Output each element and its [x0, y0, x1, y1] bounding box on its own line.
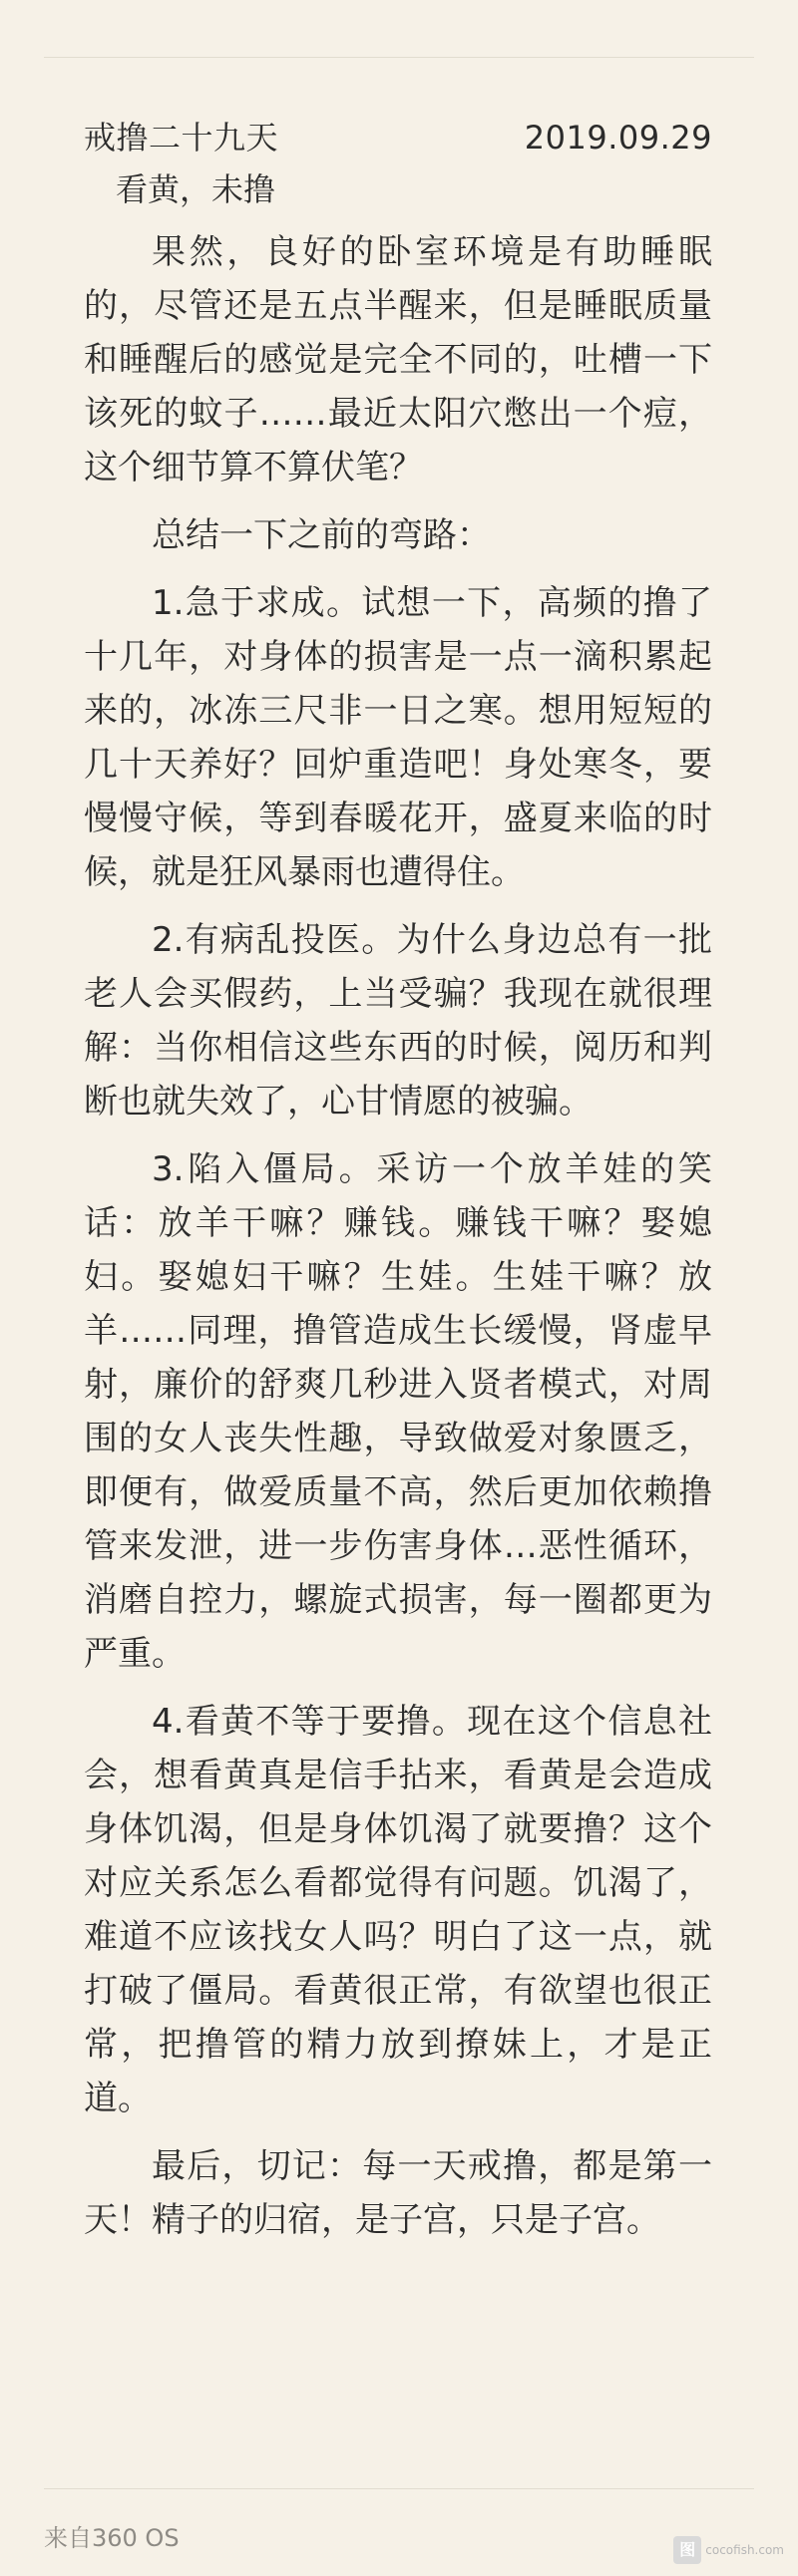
note-paragraph: 最后，切记：每一天戒撸，都是第一天！精子的归宿，是子宫，只是子宫。 — [84, 2146, 712, 2240]
note-paragraph: 3.陷入僵局。采访一个放羊娃的笑话：放羊干嘛？赚钱。赚钱干嘛？娶媳妇。娶媳妇干嘛？生娃。生娃干嘛？放羊……同理，撸管造成生长缓慢，肾虚早射，廉价的舒爽几秒进入贤者模式，对周围的女人丧失性趣，导致做爱对象匮乏，即便有，做爱质量不高，然后更加依赖撸管来发泄，进一步伤害身体…恶性循环，消磨自控力，螺旋式损害，每一圈都更为严重。 — [84, 1149, 712, 1674]
note-header — [84, 112, 712, 163]
note-paragraph: 1.急于求成。试想一下，高频的撸了十几年，对身体的损害是一点一滴积累起来的，冰冻三尺非一日之寒。想用短短的几十天养好？回炉重造吧！身处寒冬，要慢慢守候，等到春暖花开，盛夏来临的时候，就是狂风暴雨也遭得住。 — [84, 583, 712, 892]
bottom-divider — [44, 2488, 754, 2489]
source-label: 来自360 OS — [44, 2524, 180, 2552]
watermark-logo-icon: 图 — [673, 2536, 701, 2564]
note-title: 戒撸二十九天 — [84, 119, 279, 157]
note-paragraph: 2.有病乱投医。为什么身边总有一批老人会买假药，上当受骗？我现在就很理解：当你相信这些东西的时候，阅历和判断也就失效了，心甘情愿的被骗。 — [84, 920, 712, 1122]
watermark — [673, 2536, 784, 2564]
note-paragraph: 总结一下之前的弯路： — [152, 515, 491, 555]
note-content — [84, 112, 712, 2261]
watermark-text: cocofish.com — [705, 2543, 784, 2557]
top-divider — [44, 57, 754, 58]
note-date: 2019.09.29 — [524, 119, 712, 157]
note-paragraph: 果然，良好的卧室环境是有助睡眠的，尽管还是五点半醒来，但是睡眠质量和睡醒后的感觉是完全不同的，吐槽一下该死的蚊子……最近太阳穴憋出一个痘，这个细节算不算伏笔？ — [84, 232, 712, 487]
note-subtitle: 看黄，未撸 — [116, 170, 276, 208]
note-paragraph: 4.看黄不等于要撸。现在这个信息社会，想看黄真是信手拈来，看黄是会造成身体饥渴，但是身体饥渴了就要撸？这个对应关系怎么看都觉得有问题。饥渴了，难道不应该找女人吗？明白了这一点，就打破了僵局。看黄很正常，有欲望也很正常，把撸管的精力放到撩妹上，才是正道。 — [84, 1702, 712, 2118]
